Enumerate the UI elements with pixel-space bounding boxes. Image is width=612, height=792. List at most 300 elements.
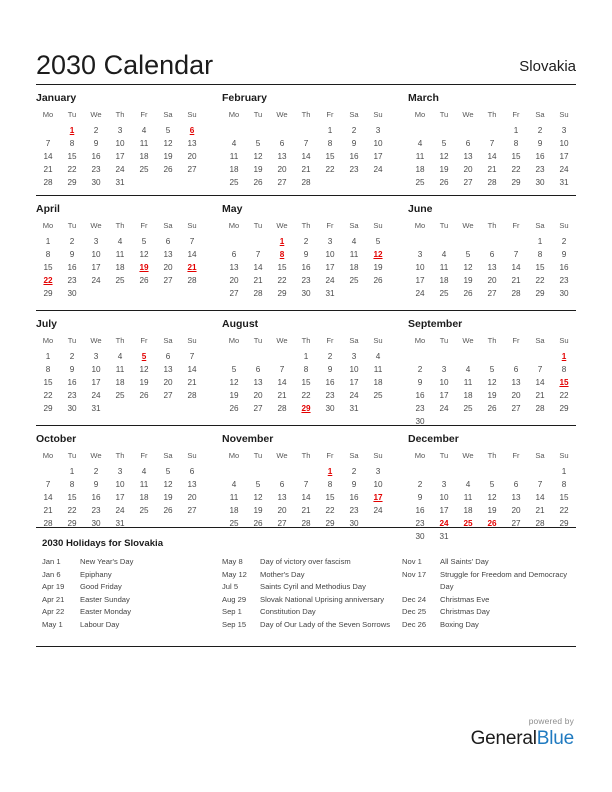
weekday-header-mo: Mo <box>414 451 426 460</box>
day-cell: 2 <box>327 352 333 361</box>
day-cell: 10 <box>349 365 359 374</box>
day-cell: 6 <box>189 467 195 476</box>
day-cell: 15 <box>67 493 77 502</box>
day-cell: 5 <box>255 480 261 489</box>
weekday-header-mo: Mo <box>228 221 240 230</box>
day-cell-empty <box>528 350 552 363</box>
holidays-section <box>36 527 576 647</box>
day-cell: 3 <box>93 352 99 361</box>
day-cell: 18 <box>139 493 149 502</box>
day-cell-empty <box>432 465 456 478</box>
day-cell-holiday: 15 <box>559 378 569 387</box>
day-cell: 5 <box>441 139 447 148</box>
day-cell: 1 <box>45 237 51 246</box>
holiday-name: Struggle for Freedom and Democracy Day <box>440 569 568 592</box>
day-cell: 21 <box>535 506 545 515</box>
day-cell-empty <box>222 235 246 248</box>
day-cell: 11 <box>229 152 239 161</box>
holiday-date: Sep 15 <box>222 619 247 629</box>
day-cell: 29 <box>535 289 545 298</box>
day-cell: 18 <box>373 378 383 387</box>
week-row <box>222 176 390 189</box>
weekday-header-th: Th <box>115 221 125 230</box>
holiday-date: Jul 5 <box>222 582 239 592</box>
day-cell: 13 <box>253 378 263 387</box>
holiday-date: Dec 24 <box>402 594 427 604</box>
weekday-header-th: Th <box>487 451 497 460</box>
day-cell: 26 <box>487 404 497 413</box>
week-row <box>222 402 390 415</box>
day-cell: 17 <box>439 391 449 400</box>
day-cell: 18 <box>415 165 425 174</box>
day-cell: 20 <box>163 263 173 272</box>
week-row <box>408 389 576 402</box>
day-cell: 18 <box>439 276 449 285</box>
day-cell: 6 <box>231 250 237 259</box>
holiday-list-item <box>222 556 402 569</box>
day-cell-empty <box>180 176 204 189</box>
weekday-header-mo: Mo <box>228 336 240 345</box>
day-cell: 16 <box>91 152 101 161</box>
day-cell: 22 <box>67 506 77 515</box>
day-cell: 1 <box>69 467 75 476</box>
day-cell: 8 <box>561 480 567 489</box>
weekday-header-mo: Mo <box>42 110 54 119</box>
day-cell: 12 <box>139 365 149 374</box>
day-cell: 14 <box>187 365 197 374</box>
day-cell: 6 <box>513 365 519 374</box>
day-cell-empty <box>480 124 504 137</box>
day-cell: 22 <box>325 506 335 515</box>
weekday-header-sa: Sa <box>349 336 359 345</box>
week-row <box>222 478 390 491</box>
day-cell: 30 <box>325 404 335 413</box>
day-cell: 29 <box>325 519 335 528</box>
holiday-name: Good Friday <box>80 582 122 592</box>
day-cell: 19 <box>253 165 263 174</box>
day-cell: 8 <box>45 250 51 259</box>
week-row <box>408 504 576 517</box>
week-row <box>222 163 390 176</box>
week-row <box>222 248 390 261</box>
weekday-header-we: We <box>462 110 474 119</box>
day-cell: 9 <box>417 493 423 502</box>
day-cell: 13 <box>511 493 521 502</box>
day-cell: 16 <box>301 263 311 272</box>
month-block <box>222 89 408 195</box>
weekday-header-tu: Tu <box>67 336 77 345</box>
month-block <box>222 430 408 540</box>
day-cell-empty <box>36 465 60 478</box>
day-cell: 7 <box>255 250 261 259</box>
day-cell: 23 <box>349 506 359 515</box>
week-row <box>408 274 576 287</box>
day-cell-holiday: 1 <box>327 467 333 476</box>
day-cell: 12 <box>487 378 497 387</box>
day-cell: 23 <box>559 276 569 285</box>
day-cell: 13 <box>487 263 497 272</box>
day-cell: 15 <box>67 152 77 161</box>
weekday-header-tu: Tu <box>253 110 263 119</box>
holiday-list-item <box>42 569 222 582</box>
page-header <box>36 28 576 80</box>
day-cell: 20 <box>511 391 521 400</box>
weekday-header-row <box>222 450 390 465</box>
day-cell-empty <box>156 287 180 300</box>
week-row <box>408 478 576 491</box>
day-cell: 1 <box>303 352 309 361</box>
weekday-header-tu: Tu <box>439 336 449 345</box>
day-cell: 4 <box>351 237 357 246</box>
day-cell: 15 <box>511 152 521 161</box>
holiday-date: Jan 1 <box>42 557 61 566</box>
day-cell-empty <box>222 124 246 137</box>
day-cell: 3 <box>375 467 381 476</box>
day-cell: 30 <box>535 178 545 187</box>
day-cell: 12 <box>463 263 473 272</box>
day-cell: 6 <box>465 139 471 148</box>
day-cell-empty <box>456 124 480 137</box>
day-cell: 4 <box>117 352 123 361</box>
day-cell: 23 <box>91 506 101 515</box>
holiday-list-item <box>42 594 222 607</box>
day-cell: 6 <box>255 365 261 374</box>
holiday-date: Aug 29 <box>222 594 247 604</box>
day-cell-empty <box>270 124 294 137</box>
weekday-header-su: Su <box>373 451 383 460</box>
week-row <box>36 150 204 163</box>
day-cell: 5 <box>231 365 237 374</box>
day-cell: 8 <box>327 480 333 489</box>
day-cell: 17 <box>91 378 101 387</box>
month-day-grid <box>36 335 204 415</box>
day-cell-empty <box>270 465 294 478</box>
weekday-header-fr: Fr <box>140 110 148 119</box>
day-cell: 27 <box>163 391 173 400</box>
day-cell: 25 <box>415 178 425 187</box>
day-cell: 2 <box>537 126 543 135</box>
day-cell: 9 <box>327 365 333 374</box>
day-cell-empty <box>222 465 246 478</box>
month-block <box>408 430 576 540</box>
day-cell: 29 <box>67 178 77 187</box>
day-cell: 2 <box>561 237 567 246</box>
holiday-date: Sep 1 <box>222 607 242 617</box>
day-cell: 15 <box>43 378 53 387</box>
month-name: July <box>36 318 58 330</box>
weekday-header-th: Th <box>301 336 311 345</box>
month-day-grid <box>408 220 576 300</box>
day-cell: 15 <box>535 263 545 272</box>
day-cell-empty <box>432 235 456 248</box>
day-cell: 8 <box>561 365 567 374</box>
page-title: 2030 Calendar <box>36 50 214 80</box>
day-cell: 3 <box>351 352 357 361</box>
day-cell: 3 <box>417 250 423 259</box>
country-label: Slovakia <box>519 58 576 75</box>
day-cell-holiday: 26 <box>487 519 497 528</box>
week-row <box>222 287 390 300</box>
day-cell: 16 <box>325 378 335 387</box>
weekday-header-row <box>36 450 204 465</box>
day-cell: 18 <box>115 263 125 272</box>
day-cell: 15 <box>277 263 287 272</box>
day-cell: 8 <box>537 250 543 259</box>
day-cell: 9 <box>93 480 99 489</box>
month-day-grid <box>408 335 576 428</box>
day-cell-empty <box>528 415 552 428</box>
holiday-name: Easter Monday <box>80 607 132 617</box>
day-cell: 31 <box>559 178 569 187</box>
day-cell: 26 <box>139 391 149 400</box>
week-row <box>222 124 390 137</box>
week-row <box>36 287 204 300</box>
week-row <box>408 235 576 248</box>
day-cell: 28 <box>187 276 197 285</box>
week-row <box>36 124 204 137</box>
day-cell-empty <box>270 350 294 363</box>
day-cell: 28 <box>535 404 545 413</box>
day-cell: 27 <box>463 178 473 187</box>
day-cell: 29 <box>559 404 569 413</box>
weekday-header-we: We <box>462 336 474 345</box>
month-block <box>36 430 222 540</box>
day-cell: 6 <box>165 352 171 361</box>
day-cell: 13 <box>511 378 521 387</box>
holiday-date: Nov 1 <box>402 557 422 566</box>
day-cell: 11 <box>463 378 473 387</box>
weekday-header-sa: Sa <box>163 221 173 230</box>
day-cell: 12 <box>487 493 497 502</box>
day-cell: 19 <box>463 276 473 285</box>
day-cell: 24 <box>415 289 425 298</box>
day-cell: 7 <box>489 139 495 148</box>
day-cell-empty <box>432 124 456 137</box>
week-row <box>222 376 390 389</box>
day-cell: 26 <box>163 165 173 174</box>
day-cell: 3 <box>375 126 381 135</box>
holiday-list-item <box>42 581 222 594</box>
holiday-name: Day of victory over fascism <box>260 557 351 566</box>
day-cell: 19 <box>163 152 173 161</box>
day-cell: 25 <box>139 506 149 515</box>
week-row <box>222 465 390 478</box>
day-cell: 24 <box>439 404 449 413</box>
day-cell: 28 <box>43 519 53 528</box>
day-cell: 13 <box>277 152 287 161</box>
day-cell: 26 <box>439 178 449 187</box>
week-row <box>408 363 576 376</box>
day-cell: 22 <box>301 391 311 400</box>
day-cell: 4 <box>417 139 423 148</box>
month-day-grid <box>36 450 204 530</box>
day-cell: 9 <box>417 378 423 387</box>
day-cell-empty <box>366 402 390 415</box>
week-row <box>36 491 204 504</box>
day-cell: 23 <box>415 404 425 413</box>
holiday-list-item <box>42 606 222 619</box>
weekday-header-sa: Sa <box>535 336 545 345</box>
holiday-name: Slovak National Uprising anniversary <box>260 594 385 604</box>
month-block <box>408 89 576 195</box>
week-row <box>36 350 204 363</box>
day-cell: 30 <box>91 519 101 528</box>
day-cell: 10 <box>91 250 101 259</box>
day-cell-empty <box>294 124 318 137</box>
day-cell: 12 <box>163 139 173 148</box>
day-cell: 21 <box>187 378 197 387</box>
day-cell: 24 <box>559 165 569 174</box>
weekday-header-su: Su <box>559 336 569 345</box>
day-cell: 4 <box>141 467 147 476</box>
holiday-list-item <box>402 556 576 569</box>
day-cell: 17 <box>115 493 125 502</box>
day-cell: 17 <box>91 263 101 272</box>
day-cell: 18 <box>115 378 125 387</box>
day-cell: 16 <box>349 493 359 502</box>
day-cell: 18 <box>229 165 239 174</box>
week-row <box>408 491 576 504</box>
week-row <box>36 402 204 415</box>
week-row <box>36 235 204 248</box>
day-cell: 20 <box>487 276 497 285</box>
day-cell: 17 <box>415 276 425 285</box>
day-cell: 19 <box>487 391 497 400</box>
day-cell: 14 <box>535 493 545 502</box>
day-cell-empty <box>504 235 528 248</box>
month-block <box>36 89 222 195</box>
day-cell: 5 <box>165 467 171 476</box>
day-cell-empty <box>456 465 480 478</box>
day-cell: 19 <box>373 263 383 272</box>
day-cell: 26 <box>373 276 383 285</box>
day-cell: 23 <box>535 165 545 174</box>
day-cell-empty <box>342 176 366 189</box>
day-cell: 14 <box>487 152 497 161</box>
day-cell-holiday: 24 <box>439 519 449 528</box>
brand-footer <box>374 716 574 750</box>
day-cell: 5 <box>255 139 261 148</box>
month-name: December <box>408 433 459 445</box>
day-cell-empty <box>180 287 204 300</box>
day-cell: 28 <box>535 519 545 528</box>
day-cell: 8 <box>69 139 75 148</box>
day-cell: 27 <box>253 404 263 413</box>
day-cell: 3 <box>561 126 567 135</box>
weekday-header-sa: Sa <box>349 110 359 119</box>
month-block <box>408 200 576 310</box>
day-cell: 21 <box>253 276 263 285</box>
day-cell: 22 <box>325 165 335 174</box>
week-row <box>36 248 204 261</box>
day-cell: 7 <box>45 480 51 489</box>
weekday-header-su: Su <box>373 110 383 119</box>
week-row <box>222 350 390 363</box>
month-day-grid <box>222 450 390 530</box>
day-cell: 25 <box>439 289 449 298</box>
day-cell: 27 <box>487 289 497 298</box>
weekday-header-tu: Tu <box>67 110 77 119</box>
week-row <box>36 478 204 491</box>
day-cell: 3 <box>441 365 447 374</box>
holiday-list-item <box>222 594 402 607</box>
weekday-header-fr: Fr <box>512 451 520 460</box>
weekday-header-tu: Tu <box>67 451 77 460</box>
day-cell: 26 <box>253 178 263 187</box>
day-cell-holiday: 1 <box>279 237 285 246</box>
holiday-list-item <box>222 619 402 632</box>
quarter-row <box>36 84 576 195</box>
day-cell: 29 <box>67 519 77 528</box>
day-cell: 10 <box>91 365 101 374</box>
week-row <box>408 124 576 137</box>
day-cell: 22 <box>43 391 53 400</box>
day-cell: 31 <box>91 404 101 413</box>
day-cell-empty <box>342 287 366 300</box>
week-row <box>222 389 390 402</box>
day-cell: 28 <box>277 404 287 413</box>
weekday-header-su: Su <box>373 336 383 345</box>
weekday-header-fr: Fr <box>326 336 334 345</box>
day-cell-empty <box>246 465 270 478</box>
month-day-grid <box>408 109 576 189</box>
weekday-header-we: We <box>276 110 288 119</box>
day-cell: 16 <box>67 378 77 387</box>
day-cell: 24 <box>115 165 125 174</box>
day-cell-empty <box>222 350 246 363</box>
holidays-column <box>42 556 222 632</box>
day-cell: 4 <box>141 126 147 135</box>
day-cell: 8 <box>513 139 519 148</box>
holiday-date: Jan 6 <box>42 569 61 579</box>
day-cell: 20 <box>163 378 173 387</box>
day-cell-empty <box>108 287 132 300</box>
weekday-header-su: Su <box>559 451 569 460</box>
day-cell: 7 <box>279 365 285 374</box>
week-row <box>36 363 204 376</box>
day-cell: 23 <box>325 391 335 400</box>
weekday-header-mo: Mo <box>414 336 426 345</box>
day-cell: 26 <box>253 519 263 528</box>
day-cell: 17 <box>373 152 383 161</box>
day-cell: 5 <box>465 250 471 259</box>
day-cell: 29 <box>43 289 53 298</box>
day-cell: 2 <box>93 126 99 135</box>
day-cell-empty <box>246 235 270 248</box>
day-cell: 11 <box>439 263 449 272</box>
holiday-name: Labour Day <box>80 619 120 629</box>
day-cell: 27 <box>511 404 521 413</box>
day-cell: 30 <box>415 417 425 426</box>
day-cell: 3 <box>327 237 333 246</box>
day-cell: 13 <box>463 152 473 161</box>
day-cell: 3 <box>441 480 447 489</box>
day-cell: 24 <box>373 165 383 174</box>
weekday-header-su: Su <box>373 221 383 230</box>
week-row <box>222 274 390 287</box>
day-cell: 25 <box>349 276 359 285</box>
day-cell-empty <box>480 350 504 363</box>
day-cell: 14 <box>277 378 287 387</box>
day-cell-empty <box>528 465 552 478</box>
week-row <box>36 504 204 517</box>
day-cell: 22 <box>535 276 545 285</box>
weekday-header-fr: Fr <box>326 451 334 460</box>
week-row <box>408 402 576 415</box>
week-row <box>36 137 204 150</box>
month-day-grid <box>222 335 390 415</box>
day-cell: 13 <box>277 493 287 502</box>
